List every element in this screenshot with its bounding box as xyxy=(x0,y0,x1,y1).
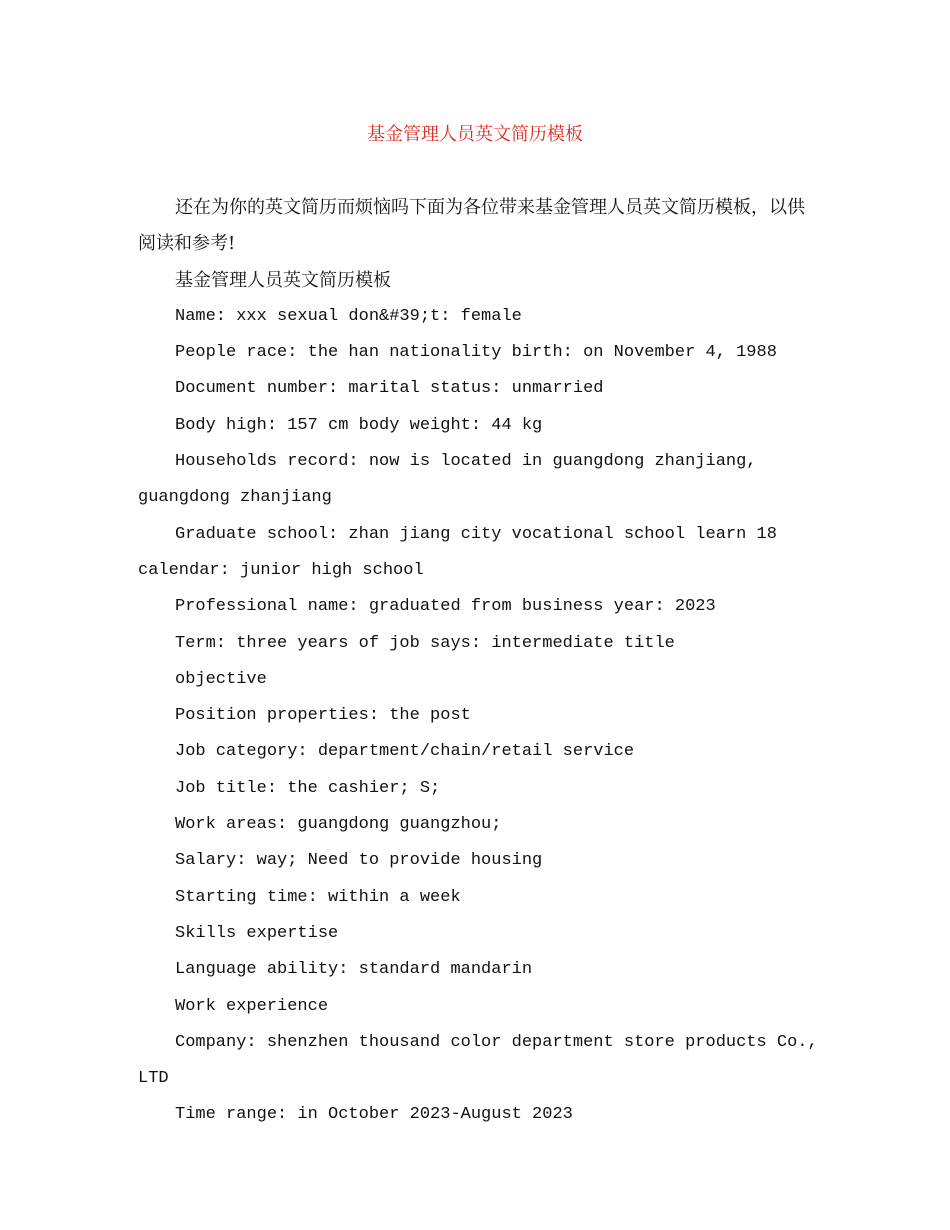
resume-line-race-birth: People race: the han nationality birth: on November 4, 1988 xyxy=(175,343,777,363)
document-title: 基金管理人员英文简历模板 xyxy=(367,124,583,145)
resume-line-job-category: Job category: department/chain/retail service xyxy=(175,742,635,762)
resume-line-work-areas: Work areas: guangdong guangzhou; xyxy=(175,815,502,835)
resume-line-position: Position properties: the post xyxy=(175,706,471,726)
resume-heading-skills: Skills expertise xyxy=(175,923,339,943)
resume-line-household: Households record: now is located in guangdong zhanjiang, guangdong zhanjiang xyxy=(138,452,757,508)
resume-line-language: Language ability: standard mandarin xyxy=(175,960,533,980)
resume-line-company: Company: shenzhen thousand color department store products Co., LTD xyxy=(138,1032,818,1089)
resume-line-document-marital: Document number: marital status: unmarried xyxy=(175,379,604,399)
resume-heading-objective: objective xyxy=(175,669,267,689)
section-subtitle: 基金管理人员英文简历模板 xyxy=(175,269,391,291)
resume-line-term: Term: three years of job says: intermediate title xyxy=(175,633,675,653)
resume-line-starting-time: Starting time: within a week xyxy=(175,887,461,907)
resume-line-name: Name: xxx sexual don&#39;t: female xyxy=(175,306,522,326)
resume-line-time-range: Time range: in October 2023-August 2023 xyxy=(175,1105,573,1125)
resume-line-school: Graduate school: zhan jiang city vocational school learn 18 calendar: junior high school xyxy=(138,524,777,580)
resume-heading-work-experience: Work experience xyxy=(175,996,329,1016)
resume-line-professional: Professional name: graduated from business year: 2023 xyxy=(175,597,716,617)
document-body xyxy=(138,190,818,1134)
intro-paragraph: 还在为你的英文简历而烦恼吗下面为各位带来基金管理人员英文简历模板，以供阅读和参考! xyxy=(138,197,805,255)
resume-line-salary: Salary: way; Need to provide housing xyxy=(175,851,543,871)
resume-line-height-weight: Body high: 157 cm body weight: 44 kg xyxy=(175,415,543,435)
resume-line-job-title: Job title: the cashier; S; xyxy=(175,778,441,798)
